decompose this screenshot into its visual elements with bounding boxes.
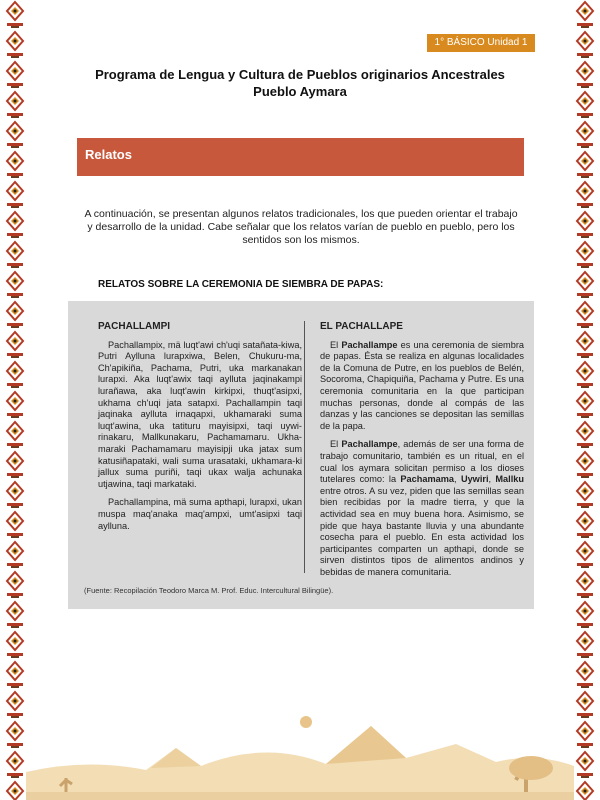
program-title-line2: Pueblo Aymara: [253, 84, 347, 99]
andean-landscape-illustration: [26, 700, 574, 800]
left-decorative-border: [4, 0, 26, 800]
aymara-title: PACHALLAMPI: [98, 321, 171, 332]
program-title-line1: Programa de Lengua y Cultura de Pueblos originarios Ancestrales: [95, 67, 505, 82]
aymara-paragraph-1: Pachallampix, mä luqt'awi ch'uqi satañata-kiwa, Putri Aylluna lurapxiwa, Belen, Chukuru-ma, Ch'apikiña, Pachama, Putri, uka markanakan lurapxi. Aka luqt'awix taqi aylluta jaqinakampi lurañawa, aka luqt'awin kirkipxi, thuqt'asipxi, ukhama ch'uqi jata satapxi. Pachallampin taqi jaqinaka aylluta irnaqapxi, ukhamaraki suma luqt'awina, uka tatituru mayisipxi, taqi uywi-rinakaru, Mallkunakaru, Pachamamaru. Ukha-maraki Pachamamaru mayisipji uka jatax sum katusiñapataki, wali suma urasataki, ukhamara-ki jallux suma puriñi, taqi ukax walja achunaka utjawina, taqi markataki.: [98, 339, 302, 489]
column-divider: [304, 321, 305, 573]
intro-paragraph: A continuación, se presentan algunos relatos tradicionales, los que pueden orientar el trabajo y desarrollo de la unidad. Cabe señalar que los relatos varían de pueblo en pueblo, pero los sentidos son los mismos.: [84, 208, 518, 246]
section-header-bar: [77, 138, 524, 176]
right-decorative-border: [574, 0, 596, 800]
stories-panel: [68, 301, 534, 609]
aymara-paragraph-2: Pachallampina, mä suma apthapi, lurapxi, ukan muspa maq'anaka maq'ampxi, umt'asipxi taqi aylluna.: [98, 497, 302, 531]
spanish-column: [320, 321, 524, 585]
spanish-title: EL PACHALLAPE: [320, 321, 403, 332]
program-title: [60, 66, 540, 100]
section-title: Relatos: [85, 147, 132, 162]
grade-unit-badge: 1° BÁSICO Unidad 1: [427, 34, 535, 52]
spanish-paragraph-1: El Pachallampe es una ceremonia de siembra de papas. Ésta se realiza en algunas localidades de la Comuna de Putre, en los pueblos de Belén, Socoroma, Chapiquiña, Pachama y Putre. Es una ceremonia comunitaria en la que participan muchas personas, donde al compás de las danzas y las canciones se depositan las semillas de la papa.: [320, 339, 524, 431]
stories-subheading: RELATOS SOBRE LA CEREMONIA DE SIEMBRA DE PAPAS:: [98, 279, 384, 290]
spanish-paragraph-2: El Pachallampe, además de ser una forma de trabajo comunitario, también es un ritual, en el cual los aymara solicitan permiso a los dioses tutelares como: la Pachamama, Uywiri, Mallku entre otros. A su vez, piden que las semillas sean bien recibidas por la madre tierra, y que la actividad sea en muy buena hora. Asimismo, se pide que haya bastante lluvia y una abundante cosecha para el pueblo. En esta actividad los participantes comparten un apthapi, donde se sirven distintos tipos de alimentos andinos y bebidas de manera comunitaria.: [320, 439, 524, 577]
source-citation: (Fuente: Recopilación Teodoro Marca M. Prof. Educ. Intercultural Bilingüe).: [84, 586, 334, 595]
aymara-column: [98, 321, 302, 539]
